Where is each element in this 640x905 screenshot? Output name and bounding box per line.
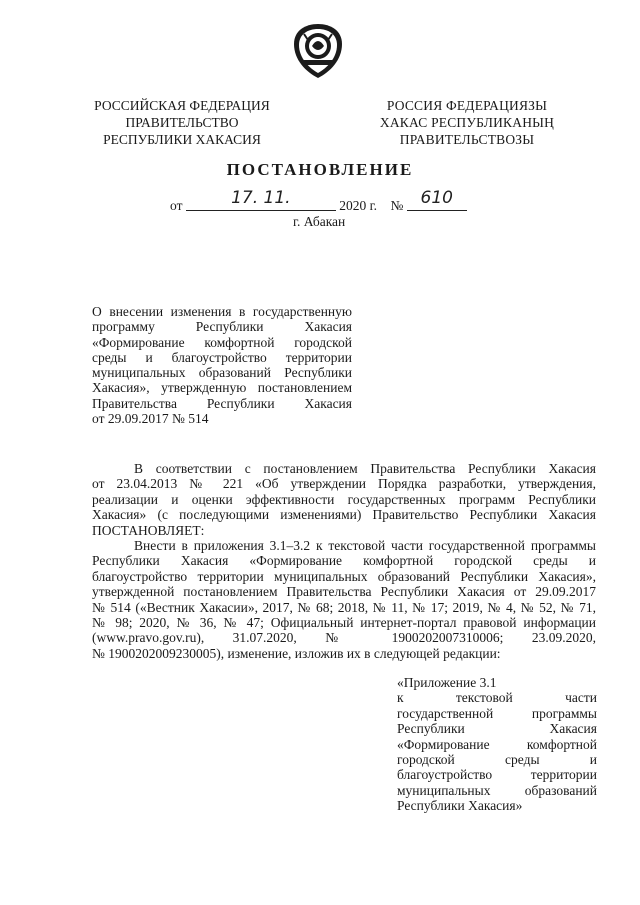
body-line: № 514 («Вестник Хакасии», 2017, № 68; 2018, № 11, № 17; 2019, № 4, № 52, № 71, [92,599,596,615]
appendix-line: государственной программы [397,705,597,721]
body-line: утвержденной постановлением Правительства Республики Хакасия от 29.09.2017 [92,584,596,600]
subject-line: Хакасия», утвержденную постановлением [92,380,352,396]
header-right-line: ХАКАС РЕСПУБЛИКАНЫҢ [379,115,555,130]
body-text [92,461,596,661]
subject-line: О внесении изменения в государственную [92,304,352,319]
header-left-line: РОССИЙСКАЯ ФЕДЕРАЦИЯ [94,98,270,113]
handwritten-date: 17. 11. [231,188,291,208]
header-left-line: РЕСПУБЛИКИ ХАКАСИЯ [103,132,261,147]
appendix-line: к текстовой части [397,690,597,706]
body-line: (www.pravo.gov.ru), 31.07.2020, № 1900202007310006; 23.09.2020, [92,630,596,646]
subject-block [92,304,352,426]
date-number-line [170,188,467,214]
appendix-line: Республики Хакасия» [397,798,523,814]
header-right-line: ПРАВИТЕЛЬСТВОЗЫ [399,132,535,147]
body-line: № 98; 2020, № 36, № 47; Официальный интернет-портал правовой информации [92,614,596,630]
date-year: 2020 г. [339,198,377,213]
body-line: реализации и оценки эффективности государственных программ Республики [92,491,596,507]
number-field [407,188,467,211]
appendix-line: благоустройство территории [397,767,597,783]
body-line: Республики Хакасия «Формирование комфортной городской среды и [92,553,596,569]
body-line: В соответствии с постановлением Правительства Республики Хакасия [134,461,596,476]
number-label: № [390,198,404,213]
appendix-line: городской среды и [397,751,597,767]
header-left-line: ПРАВИТЕЛЬСТВО [125,115,239,130]
document-title: ПОСТАНОВЛЕНИЕ [226,160,414,179]
subject-line: муниципальных образований Республики [92,365,352,381]
handwritten-number: 610 [420,188,453,208]
subject-line: «Формирование комфортной городской [92,334,352,350]
header-left-ru [82,97,282,148]
appendix-heading [397,675,597,814]
city-line: г. Абакан [293,214,346,229]
subject-line: от 29.09.2017 № 514 [92,411,209,427]
body-line: благоустройство территории муниципальных образований Республики Хакасия», [92,568,596,584]
appendix-line: «Приложение 3.1 [397,675,497,690]
appendix-line: Республики Хакасия [397,721,597,737]
subject-line: программу Республики Хакасия [92,319,352,335]
subject-line: Правительства Республики Хакасия [92,395,352,411]
appendix-line: «Формирование комфортной [397,736,597,752]
date-prefix: от [170,198,183,213]
date-field [186,188,336,211]
body-line: Хакасия» (с последующими изменениями) Правительство Республики Хакасия [92,507,596,523]
body-line: ПОСТАНОВЛЯЕТ: [92,522,205,538]
body-line: Внести в приложения 3.1–3.2 к текстовой части государственной программы [134,537,596,553]
appendix-line: муниципальных образований [397,782,597,798]
body-line: № 1900202009230005), изменение, изложив их в следующей редакции: [92,645,501,661]
header-right-line: РОССИЯ ФЕДЕРАЦИЯЗЫ [386,98,548,113]
header-right-khakas [352,97,582,148]
coat-of-arms-emblem-icon [290,22,346,80]
body-line: от 23.04.2013 № 221 «Об утверждении Порядка разработки, утверждения, [92,476,596,492]
subject-line: среды и благоустройство территории [92,349,352,365]
